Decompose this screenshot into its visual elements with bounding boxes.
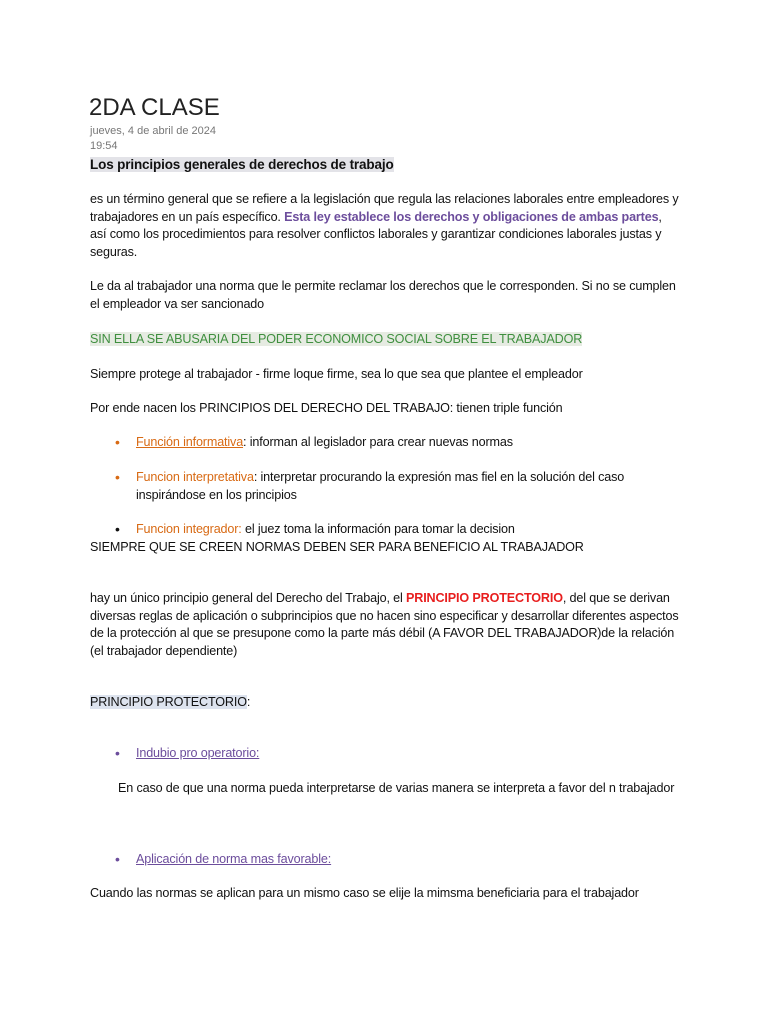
paragraph-pp-part2: , del que se derivan diversas reglas de aplicación o subprincipios que no hacen sino especificar y desarrollar diferentes aspectos de la protección al que se presupone como la parte más débil (A FAVOR DEL TRABAJADOR)de la relación (el trabajador dependiente): [90, 591, 679, 658]
bullet-icon: •: [115, 434, 120, 450]
paragraph-protege: Siempre protege al trabajador - firme loque firme, sea lo que sea que plantee el empleador: [90, 367, 583, 381]
bullet-icon: •: [115, 745, 120, 761]
paragraph-siempre: SIEMPRE QUE SE CREEN NORMAS DEBEN SER PARA BENEFICIO AL TRABAJADOR: [90, 540, 584, 554]
section-heading: [90, 156, 680, 174]
paragraph-principio-protectorio: [90, 590, 680, 660]
funcion-integrador-desc: el juez toma la información para tomar la decision: [241, 522, 515, 536]
page-title: 2DA CLASE: [89, 94, 220, 121]
norma-favorable-link[interactable]: Aplicación de norma mas favorable:: [136, 852, 332, 866]
paragraph-norma: Le da al trabajador una norma que le permite reclamar los derechos que le corresponden. Si no se cumplen el empleador va ser sancionado: [90, 279, 676, 311]
list-item-funcion-integrador: [136, 521, 676, 539]
paragraph-norma-favorable: Cuando las normas se aplican para un mismo caso se elije la mimsma beneficiaria para el trabajador: [90, 886, 639, 900]
indubio-link[interactable]: Indubio pro operatorio:: [136, 746, 260, 760]
paragraph-definition-part1: es un término general que se refiere a la legislación que regula las relaciones laborales entre empleadores y trabajadores en un país específico.: [90, 192, 679, 224]
paragraph-indubio: En caso de que una norma pueda interpretarse de varias manera se interpreta a favor del n trabajador: [118, 781, 675, 795]
paragraph-definition-highlight: Esta ley establece los derechos y obligaciones de ambas partes: [284, 209, 659, 224]
section-principio-protectorio-label: PRINCIPIO PROTECTORIO: [90, 695, 247, 709]
funcion-informativa-desc: : informan al legislador para crear nuevas normas: [243, 435, 513, 449]
paragraph-pp-part1: hay un único principio general del Derecho del Trabajo, el: [90, 591, 406, 605]
section-principio-protectorio-colon: :: [246, 695, 251, 709]
list-item-funcion-interpretativa: [136, 469, 676, 504]
funcion-interpretativa-desc: : interpretar procurando la expresión mas fiel en la solución del caso inspirándose en los principios: [136, 470, 625, 502]
bullet-icon: •: [115, 469, 120, 485]
bullet-icon: •: [115, 851, 120, 867]
list-item-funcion-informativa: [136, 434, 676, 452]
section-heading-text: Los principios generales de derechos de trabajo: [90, 157, 394, 172]
funcion-informativa-label: Función informativa: [136, 435, 244, 449]
section-principio-protectorio: [90, 694, 680, 712]
paragraph-definition-part2: , así como los procedimientos para resolver conflictos laborales y garantizar condiciones laborales justas y seguras.: [90, 209, 662, 259]
list-item-indubio: [136, 745, 676, 763]
funcion-interpretativa-label: Funcion interpretativa: [136, 470, 254, 484]
paragraph-abuse: [90, 331, 680, 349]
paragraph-definition: [90, 191, 680, 261]
page-date: jueves, 4 de abril de 2024: [90, 125, 216, 137]
funcion-integrador-label: Funcion integrador:: [136, 522, 242, 536]
list-item-norma-favorable: [136, 851, 676, 869]
page-time: 19:54: [90, 140, 118, 152]
paragraph-abuse-text: SIN ELLA SE ABUSARIA DEL PODER ECONOMICO SOCIAL SOBRE EL TRABAJADOR: [90, 332, 583, 346]
paragraph-pp-highlight: PRINCIPIO PROTECTORIO: [406, 591, 563, 605]
paragraph-principios: Por ende nacen los PRINCIPIOS DEL DERECHO DEL TRABAJO: tienen triple función: [90, 401, 563, 415]
bullet-icon: •: [115, 521, 120, 537]
